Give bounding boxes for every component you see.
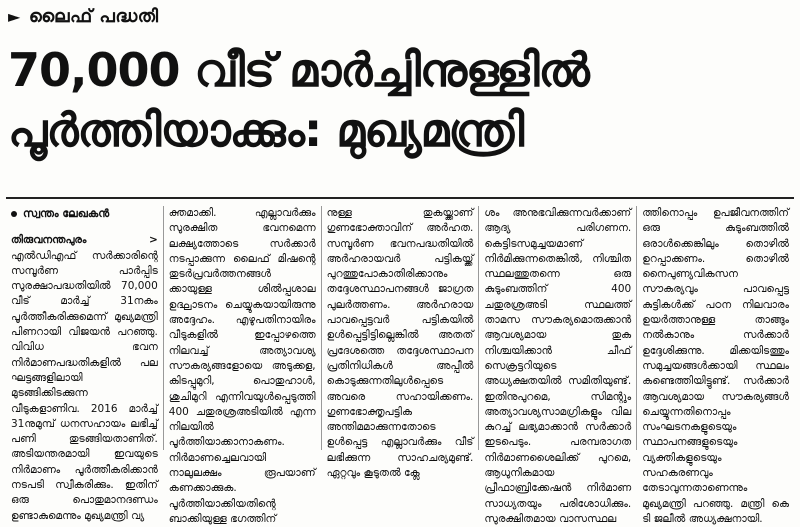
byline-text: സ്വന്തം ലേഖകൻ (23, 207, 110, 220)
paragraph-text: നുള്ള തുകയ്ക്കാണ് ഗുണഭോക്താവിന് അർഹത. സമ്പൂർണ ഭവനപദ്ധതിയിൽ അർഹരായവർ പട്ടികയ്ക്ക് പുറത്തുപോകാതിരിക്കാനും തദ്ദേശസ്ഥാപനങ്ങൾ ജാഗ്രത പുലർത്തണം. അർഹരായ പാവപ്പെട്ടവർ പട്ടികയിൽ ഉൾപ്പെട്ടിട്ടില്ലെങ്കിൽ അതത് പ്രദേശത്തെ തദ്ദേശസ്ഥാപന പ്രതിനിധികൾ അപ്പീൽ കൊടുക്കുന്നതിലുൾപ്പെടെ അവരെ സഹായിക്കണം. ഗുണഭോക്തൃപട്ടിക അന്തിമമാക്കുന്നതോടെ ഉൾപ്പെട്ട എല്ലാവർക്കും വീട് ലഭിക്കുന്ന സാഹചര്യമുണ്ട്. ഏറ്റവും കൂടുതൽ ക്ലേ (326, 207, 474, 480)
headline-line-1: 70,000 വീട് മാർച്ചിനുള്ളിൽ (8, 43, 589, 97)
triangle-bullet-icon: ► (8, 7, 21, 26)
article-column-4 (479, 206, 637, 525)
paragraph-text: ക്തമാക്കി. എല്ലാവർക്കും സുരക്ഷിത ഭവനമെന്ന ലക്ഷ്യത്തോടെ സർക്കാർ നടപ്പാക്കുന്ന ലൈഫ് മിഷന്റെ തുടർപ്രവർത്തനങ്ങൾ ക്കായുള്ള ശിൽപ്പശാല ഉദ്ഘാടനം ചെയ്യുകയായിരുന്നു അദ്ദേഹം. എഴുപതിനായിരം വീടുകളിൽ ഇപ്പോഴത്തെ നിലവച്ച് അത്യാവശ്യ സൗകര്യങ്ങളോയെ അടുക്കള, കിടപ്പുമുറി, പൊതുഹാൾ, ശുചിമുറി എന്നിവയുൾപ്പെടുത്തി 400 ചതുരശ്രഅടിയിൽ എന്ന നിലയിൽ പൂർത്തിയാക്കാനാകണം. നിർമാണച്ചെലവായി നാലുലക്ഷം രൂപയാണ് കണക്കാക്കുക. പൂർത്തിയാക്കിയതിന്റെ ബാക്കിയുള്ള ഭഗത്തിന് (168, 207, 316, 525)
paragraph-text: ത്തിനൊപ്പം ഉപജീവനത്തിന് ഒരു കുടുംബത്തിൽ ഒരാൾക്കെങ്കിലും തൊഴിൽ ഉറപ്പാക്കണം. തൊഴിൽ നൈപുണ്യവികസന സൗകര്യവും പാവപ്പെട്ട കുട്ടികൾക്ക് പഠന നിലവാരം ഉയർത്താനുള്ള താങ്ങും നൽകാനും സർക്കാർ ഉദ്ദേശിക്കുന്നു. മിക്കയിടത്തും സമുച്ചയങ്ങൾക്കായി സ്ഥലം കണ്ടെത്തിയിട്ടുണ്ട്. സർക്കാർ ആവശ്യമായ സൗകര്യങ്ങൾ ചെയ്യുന്നതിനൊപ്പം സംഘടനകളുടെയും സ്ഥാപനങ്ങളുടെയും വ്യക്തികളുടെയും സഹകരണവും തേടാവുന്നതാണെന്നും മുഖ്യമന്ത്രി പറഞ്ഞു. മന്ത്രി കെ ടി ജലീൽ അധ്യക്ഷനായി. (642, 207, 789, 525)
dateline: തിരുവനന്തപുരം > (11, 234, 158, 247)
paragraph-text: എൽഡിഎഫ് സർക്കാരിന്റെ സമ്പൂർണ പാർപ്പിട സുരക്ഷാപദ്ധതിയിൽ 70,000 വീട് മാർച്ച് 31നകം പൂർത്തീകരിക്കുമെന്ന് മുഖ്യമന്ത്രി പിണറായി വിജയൻ പറഞ്ഞു. വിവിധ ഭവന നിർമാണപദ്ധതികളിൽ പല ഘട്ടങ്ങളിലായി മുടങ്ങിക്കിടക്കുന്ന വീടുകളാണിവ. 2016 മാർച്ച് 31നുമുമ്പ് ധനസഹായം ലഭിച്ച് പണി തുടങ്ങിയതാണിത്. അടിയന്തരമായി ഇവയുടെ നിർമാണം പൂർത്തീകരിക്കാൻ നടപടി സ്വീകരിക്കും. ഇതിന് ഒരു പൊതുമാനദണ്ഡം ഉണ്ടാകുമെന്നും മുഖ്യമന്ത്രി വ്യ (11, 249, 158, 522)
article-paragraph (11, 233, 158, 524)
article-column-1 (6, 206, 164, 522)
article-column-2 (164, 206, 322, 525)
byline (11, 206, 158, 221)
article-body (6, 206, 794, 525)
section-kicker (8, 6, 159, 27)
article-column-3 (322, 206, 480, 480)
headline-divider (6, 197, 794, 199)
bullet-icon (11, 211, 17, 217)
headline-line-2: പൂർത്തിയാക്കും: മുഖ്യമന്ത്രി (8, 103, 524, 157)
headline (8, 40, 792, 160)
article-column-5 (637, 206, 794, 525)
section-kicker-label: ലൈഫ് പദ്ധതി (28, 6, 159, 27)
paragraph-text: ശം അനുഭവിക്കുന്നവർക്കാണ് ആദ്യ പരിഗണന. കെട്ടിടസമുച്ചയമാണ് നിർമിക്കുന്നതെങ്കിൽ, നിശ്ചിത സ്ഥലത്തുതന്നെ ഒരു കുടുംബത്തിന് 400 ചതുരശ്രഅടി സ്ഥലത്ത് താമസ സൗകര്യമൊരുക്കാൻ ആവശ്യമായ തുക നിശ്ചയിക്കാൻ ചീഫ് സെക്രട്ടറിയുടെ അധ്യക്ഷതയിൽ സമിതിയുണ്ട്. ഇതിനുപുറമെ, സിമന്റും അത്യാവശ്യസാമഗ്രികളും വില കുറച്ച് ലഭ്യമാക്കാൻ സർക്കാർ ഇടപെടും. പരമ്പരാഗത നിർമാണശൈലിക്ക് പുറമെ, ആധുനികമായ പ്രീഫാബ്രിക്കേഷൻ നിർമാണ സാധ്യതയും പരിശോധിക്കും. സുരക്ഷിതമായ വാസസ്ഥല (484, 207, 632, 525)
